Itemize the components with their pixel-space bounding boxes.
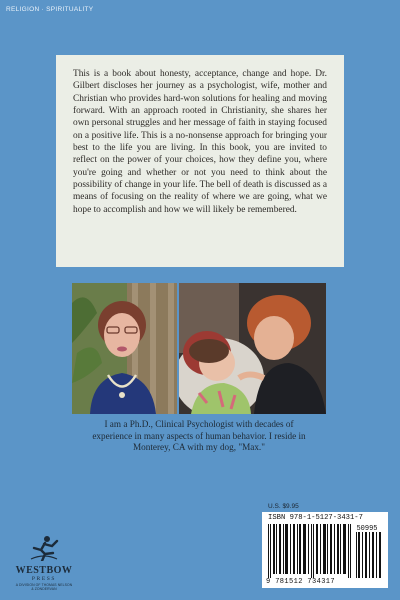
barcode-digits: 9 781512 734317 xyxy=(266,578,336,586)
publisher-division-line1: A DIVISION OF THOMAS NELSON xyxy=(15,583,73,587)
publisher-name: WESTBOW xyxy=(15,565,73,576)
publisher-logo xyxy=(8,535,80,591)
publisher-press: PRESS xyxy=(31,576,57,582)
back-cover-blurb: This is a book about honesty, acceptance, change and hope. Dr. Gilbert discloses her journey as a psychologist, wife, mother and Christian who provides hard-won solutions for healing and moving forward. With an approach rooted in Christianity, she shares her own personal struggles and her message of faith in staying focused on a positive life. This is a no-nonsense approach for bringing your best to the life you are living. In this book, you are invited to reflect on the power of your choices, how they define you, where you're going and whether or not you need to think about the possibility of change in your life. The bell of death is discussed as a means of focusing on the reality of where we are going, what we hope to accomplish and how we will likely be remembered. xyxy=(73,69,327,215)
isbn-label: ISBN 978-1-5127-3431-7 xyxy=(268,514,363,522)
author-photo xyxy=(72,283,177,414)
author-bio: I am a Ph.D., Clinical Psychologist with decades of experience in many aspects of human behavior. I reside in Monterey, CA with my dog, "Max." xyxy=(92,419,306,453)
runner-logo-icon xyxy=(29,535,59,561)
isbn-barcode xyxy=(262,512,388,588)
barcode-icon xyxy=(266,524,384,580)
add-on-code: 50995 xyxy=(356,525,378,533)
publisher-division-line2: & ZONDERVAN xyxy=(31,587,57,591)
category-label: RELIGION · SPIRITUALITY xyxy=(6,6,94,13)
price-label: U.S. $9.95 xyxy=(268,503,299,510)
author-with-grandchild-photo xyxy=(179,283,326,414)
